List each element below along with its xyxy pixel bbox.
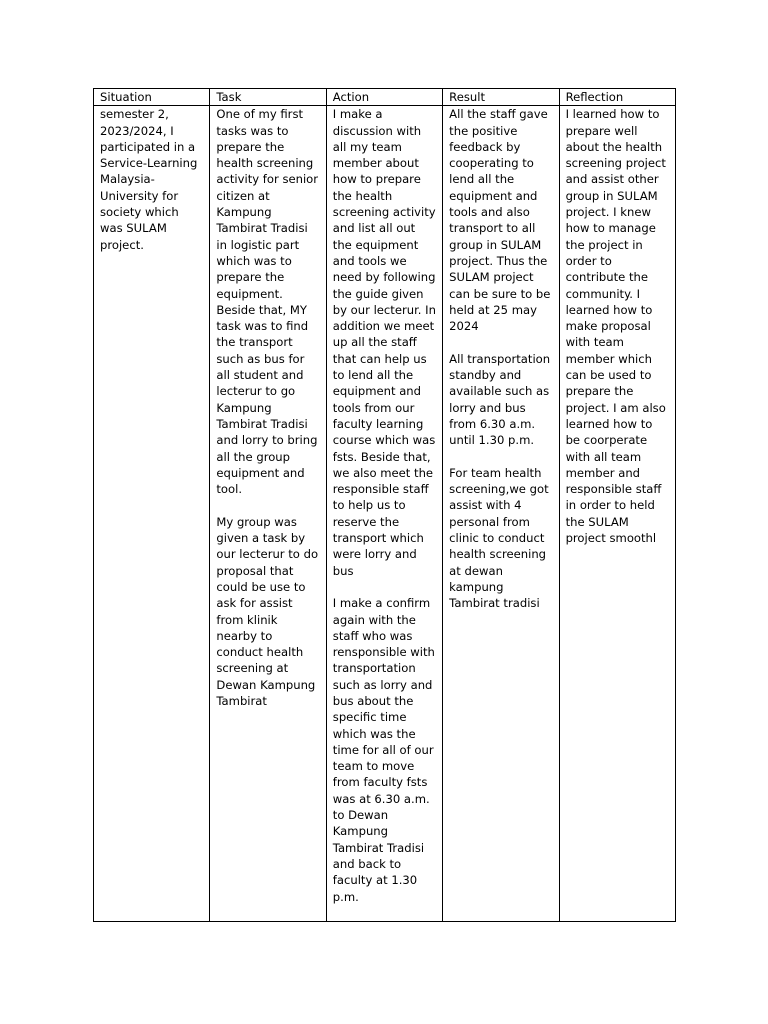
content-row (94, 106, 676, 922)
cell-task (210, 106, 326, 922)
cell-result (443, 106, 559, 922)
header-row (94, 89, 676, 106)
situation-text: semester 2, 2023/2024, I participated in a Service-Learning Malaysia-University for society which was SULAM project. (100, 107, 198, 252)
header-task: Task (210, 89, 326, 106)
cell-action (326, 106, 442, 922)
reflection-text: I learned how to prepare well about the health screening project and assist other group in SULAM project. I knew how to manage the project in order to contribute the community. I learned how to make proposal with team member which can be used to prepare the project. I am also learned how to be coorperate with all team member and responsible staff in order to held the SULAM project smoothl (565, 107, 670, 546)
star-table (93, 88, 676, 922)
task-text: One of my first tasks was to prepare the health screening activity for senior citizen at Kampung Tambirat Tradisi in logistic part which was to prepare the equipment. Beside that, MY task was to find the transport such as bus for all student and lecterur to go Kampung Tambirat Tradisi and lorry to bring all the group equipment and tool. My group was given a task by our lecterur to do proposal that could be use to ask for assist from klinik nearby to conduct health screening at Dewan Kampung Tambirat (216, 107, 319, 708)
action-text: I make a discussion with all my team member about how to prepare the health screening activity and list all out the equipment and tools we need by following the guide given by our lecterur. In addition we meet up all the staff that can help us to lend all the equipment and tools from our faculty learning course which was fsts. Beside that, we also meet the responsible staff to help us to reserve the transport which were lorry and bus I make a confirm again with the staff who was rensponsible with transportation such as lorry and bus about the specific time which was the time for all of our team to move from faculty fsts was at 6.30 a.m. to Dewan Kampung Tambirat Tradisi and back to faculty at 1.30 p.m. (332, 107, 436, 904)
cell-situation (94, 106, 210, 922)
cell-reflection (559, 106, 675, 922)
result-text: All the staff gave the positive feedback by cooperating to lend all the equipment and tools and also transport to all group in SULAM project. Thus the SULAM project can be sure to be held at 25 may 2024 All transportation standby and available such as lorry and bus from 6.30 a.m. until 1.30 p.m. For team health screening,we got assist with 4 personal from clinic to conduct health screening at dewan kampung Tambirat tradisi (449, 107, 551, 611)
header-situation: Situation (94, 89, 210, 106)
header-reflection: Reflection (559, 89, 675, 106)
header-action: Action (326, 89, 442, 106)
header-result: Result (443, 89, 559, 106)
